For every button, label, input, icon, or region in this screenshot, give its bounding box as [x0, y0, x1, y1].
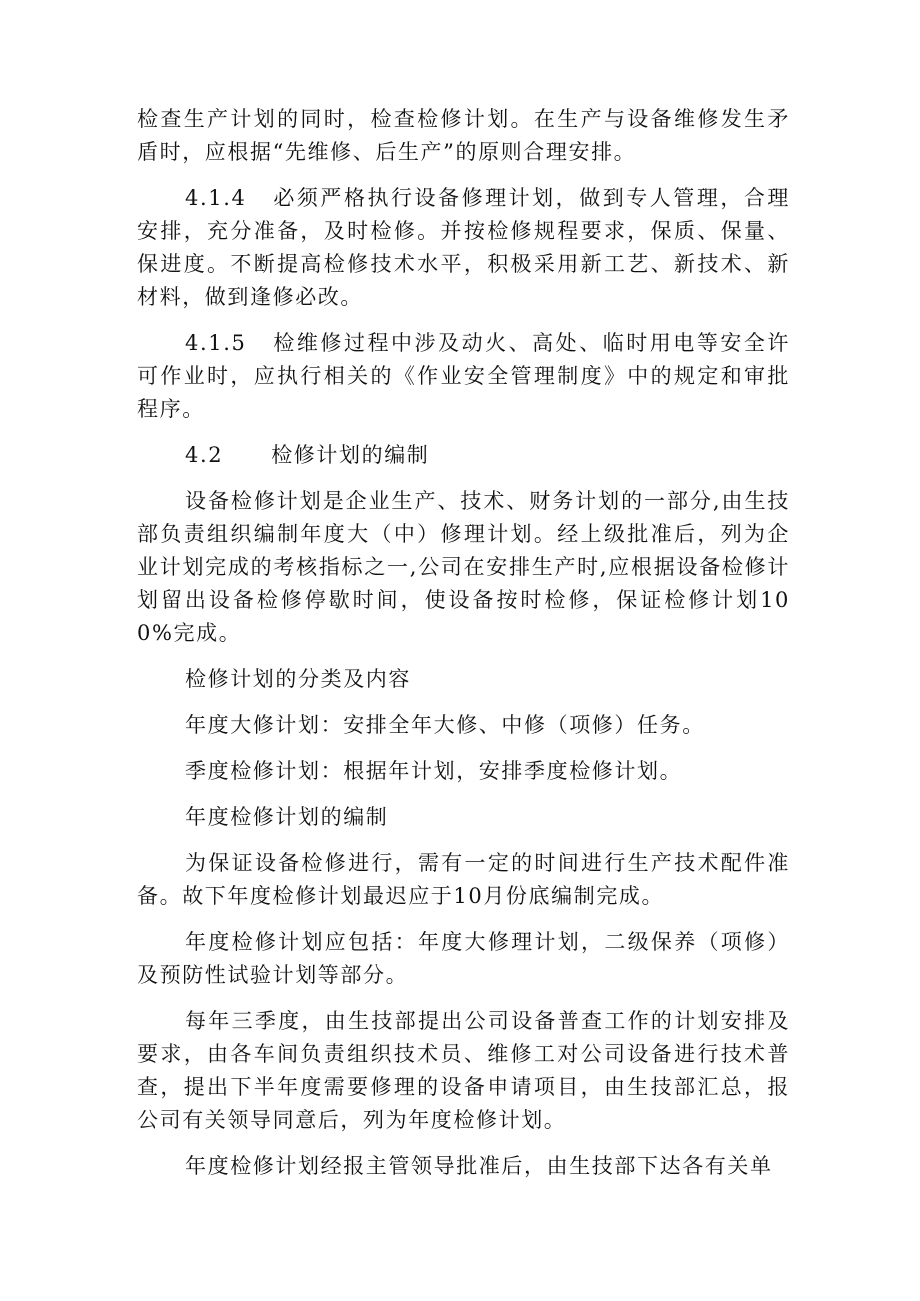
section-number: 4.2 — [185, 443, 224, 467]
clause-4-1-4 — [137, 182, 790, 314]
paragraph — [137, 709, 790, 742]
paragraph — [137, 926, 790, 992]
paragraph-text: 年度检修计划经报主管领导批准后，由生技部下达各有关单 — [185, 1154, 773, 1178]
clause-4-1-5 — [137, 327, 790, 426]
paragraph-text: 设备检修计划是企业生产、技术、财务计划的一部分,由生技部负责组织编制年度大（中）修理计划。经上级批准后，列为企业计划完成的考核指标之一,公司在安排生产时,应根据设备检修计划留出设备检修停歇时间，使设备按时检修，保证检修计划100%完成。 — [137, 489, 790, 645]
paragraph-text: 每年三季度，由生技部提出公司设备普查工作的计划安排及要求，由各车间负责组织技术员、维修工对公司设备进行技术普查，提出下半年度需要修理的设备申请项目，由生技部汇总，报公司有关领导同意后，列为年度检修计划。 — [137, 1009, 790, 1132]
paragraph — [137, 755, 790, 788]
paragraph — [137, 847, 790, 913]
clause-number: 4.1.4 — [185, 186, 247, 210]
clause-number: 4.1.5 — [185, 331, 247, 355]
paragraph-text: 年度检修计划应包括：年度大修理计划，二级保养（项修）及预防性试验计划等部分。 — [137, 930, 790, 987]
subheading — [137, 663, 790, 696]
paragraph-continuation — [137, 103, 790, 169]
paragraph — [137, 485, 790, 650]
paragraph-text: 必须严格执行设备修理计划，做到专人管理，合理安排，充分准备，及时检修。并按检修规程要求，保质、保量、保进度。不断提高检修技术水平，积极采用新工艺、新技术、新材料，做到逢修必改。 — [137, 186, 790, 309]
subheading — [137, 801, 790, 834]
paragraph-text: 年度检修计划的编制 — [185, 805, 389, 829]
document-body — [137, 103, 790, 1196]
paragraph-text: 检查生产计划的同时，检查检修计划。在生产与设备维修发生矛盾时，应根据“先维修、后生产”的原则合理安排。 — [137, 107, 790, 164]
section-title: 检修计划的编制 — [271, 443, 430, 467]
paragraph-text: 检维修过程中涉及动火、高处、临时用电等安全许可作业时，应执行相关的《作业安全管理制度》中的规定和审批程序。 — [137, 331, 790, 421]
paragraph-text: 季度检修计划：根据年计划，安排季度检修计划。 — [185, 759, 683, 783]
paragraph — [137, 1150, 790, 1183]
paragraph — [137, 1005, 790, 1137]
paragraph-text: 为保证设备检修进行，需有一定的时间进行生产技术配件准备。故下年度检修计划最迟应于10月份底编制完成。 — [137, 851, 790, 908]
section-heading-4-2 — [137, 439, 790, 472]
paragraph-text: 检修计划的分类及内容 — [185, 667, 411, 691]
paragraph-text: 年度大修计划：安排全年大修、中修（项修）任务。 — [185, 713, 705, 737]
